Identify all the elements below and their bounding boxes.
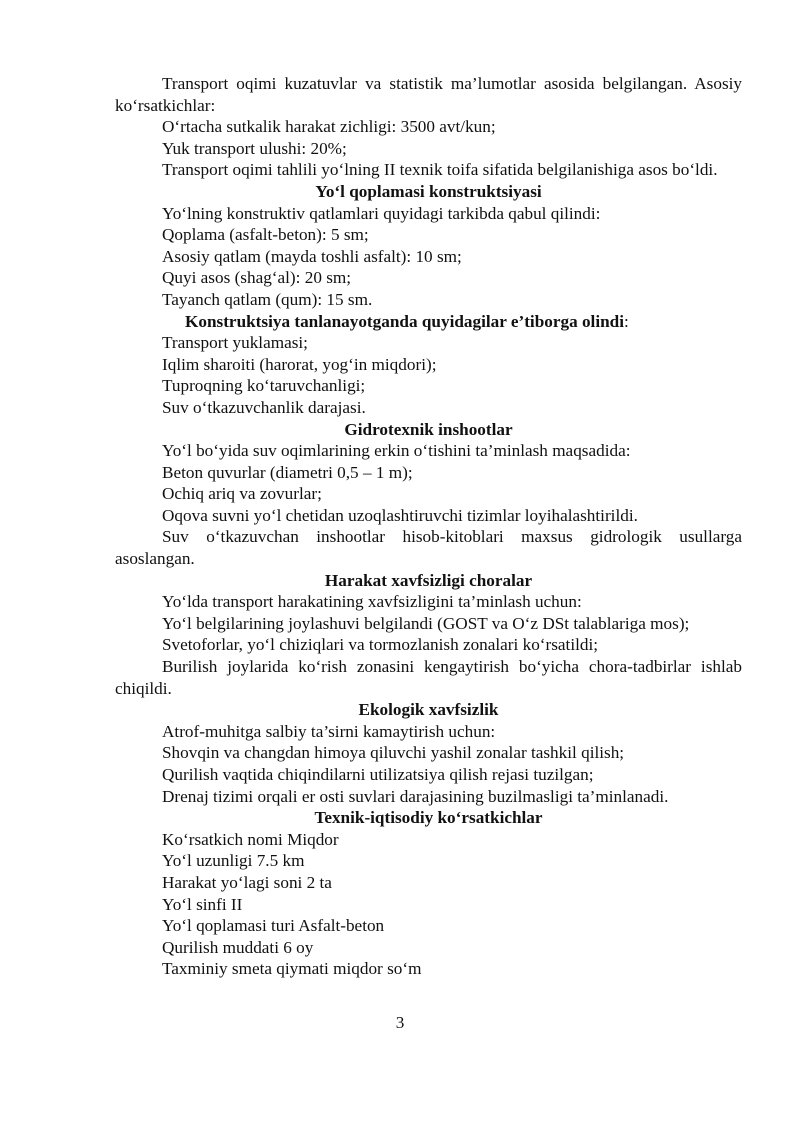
list-item: Asosiy qatlam (mayda toshli asfalt): 10 sm; bbox=[162, 246, 462, 266]
list-item: Qoplama (asfalt-beton): 5 sm; bbox=[162, 225, 369, 245]
paragraph: Transport oqimi kuzatuvlar va statistik ma’lumotlar asosida belgilangan. Asosiy ko‘rsatkichlar: bbox=[115, 74, 742, 115]
list-item: Iqlim sharoiti (harorat, yog‘in miqdori); bbox=[162, 354, 437, 374]
section-heading: Ekologik xavfsizlik bbox=[358, 700, 499, 720]
list-item: Suv o‘tkazuvchanlik darajasi. bbox=[162, 397, 366, 417]
list-item: Quyi asos (shag‘al): 20 sm; bbox=[162, 268, 352, 288]
criteria-heading-colon: : bbox=[624, 311, 629, 331]
document-page bbox=[115, 73, 742, 980]
list-item: Qurilish vaqtida chiqindilarni utilizatsiya qilish rejasi tuzilgan; bbox=[162, 765, 594, 784]
criteria-heading bbox=[115, 311, 742, 333]
table-row: Yo‘l sinfi II bbox=[162, 894, 243, 914]
criteria-heading-text: Konstruktsiya tanlanayotganda quyidagilar e’tiborga olindi bbox=[185, 311, 625, 331]
list-item: Yo‘l belgilarining joylashuvi belgilandi (GOST va O‘z DSt talablariga mos); bbox=[162, 613, 690, 633]
list-item: Yuk transport ulushi: 20%; bbox=[162, 138, 347, 158]
list-item: Ochiq ariq va zovurlar; bbox=[162, 484, 322, 504]
list-item: Yo‘lning konstruktiv qatlamlari quyidagi tarkibda qabul qilindi: bbox=[162, 203, 601, 223]
list-item: Drenaj tizimi orqali er osti suvlari darajasining buzilmasligi ta’minlanadi. bbox=[162, 786, 669, 806]
list-item: Transport yuklamasi; bbox=[162, 333, 308, 353]
list-item: Svetoforlar, yo‘l chiziqlari va tormozlanish zonalari ko‘rsatildi; bbox=[162, 635, 599, 655]
paragraph: Suv o‘tkazuvchan inshootlar hisob-kitoblari maxsus gidrologik usullarga asoslangan. bbox=[115, 527, 742, 569]
table-row: Yo‘l uzunligi 7.5 km bbox=[162, 851, 305, 871]
list-item: O‘rtacha sutkalik harakat zichligi: 3500 avt/kun; bbox=[162, 117, 496, 137]
paragraph: Burilish joylarida ko‘rish zonasini kengaytirish bo‘yicha chora-tadbirlar ishlab chiqildi. bbox=[115, 657, 742, 698]
table-row: Harakat yo‘lagi soni 2 ta bbox=[162, 872, 332, 892]
list-item: Shovqin va changdan himoya qiluvchi yashil zonalar tashkil qilish; bbox=[162, 743, 625, 763]
section-heading: Harakat xavfsizligi choralar bbox=[324, 570, 533, 590]
table-row: Qurilish muddati 6 oy bbox=[162, 937, 314, 957]
list-item: Yo‘l bo‘yida suv oqimlarining erkin o‘tishini ta’minlash maqsadida: bbox=[162, 441, 631, 461]
list-item: Oqova suvni yo‘l chetidan uzoqlashtiruvchi tizimlar loyihalashtirildi. bbox=[162, 505, 638, 525]
section-heading: Gidrotexnik inshootlar bbox=[344, 419, 513, 439]
list-item: Tuproqning ko‘taruvchanligi; bbox=[162, 376, 366, 396]
list-item: Atrof-muhitga salbiy ta’sirni kamaytirish uchun: bbox=[162, 721, 496, 741]
list-item: Yo‘lda transport harakatining xavfsizligini ta’minlash uchun: bbox=[162, 592, 582, 612]
section-heading: Texnik-iqtisodiy ko‘rsatkichlar bbox=[314, 808, 543, 828]
section-heading: Yo‘l qoplamasi konstruktsiyasi bbox=[315, 181, 542, 201]
page-number: 3 bbox=[395, 1013, 405, 1032]
list-item: Beton quvurlar (diametri 0,5 – 1 m); bbox=[162, 462, 413, 482]
table-row: Ko‘rsatkich nomi Miqdor bbox=[162, 829, 339, 849]
list-item: Tayanch qatlam (qum): 15 sm. bbox=[162, 289, 373, 309]
table-row: Taxminiy smeta qiymati miqdor so‘m bbox=[162, 959, 422, 979]
paragraph: Transport oqimi tahlili yo‘lning II texnik toifa sifatida belgilanishiga asos bo‘ldi. bbox=[162, 160, 718, 180]
table-row: Yo‘l qoplamasi turi Asfalt-beton bbox=[162, 916, 385, 936]
